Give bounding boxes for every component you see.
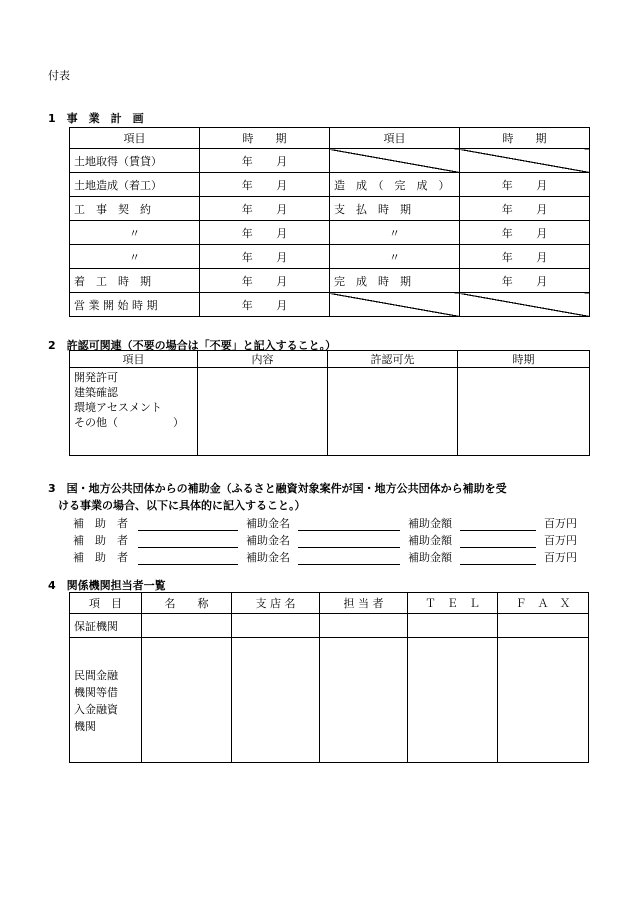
plan-item-left: 工 事 契 約	[70, 197, 200, 221]
subsidy-amount-label: 補助金額	[408, 534, 452, 547]
lender-name-cell[interactable]	[142, 638, 232, 763]
section2-title: 2 許認可関連（不要の場合は「不要」と記入すること。）	[48, 339, 337, 352]
plan-date-left[interactable]	[200, 149, 330, 173]
permit-content-cell[interactable]	[198, 368, 328, 456]
subsidy-amount-label: 補助金額	[408, 551, 452, 564]
row-guarantor-label: 保証機関	[70, 614, 142, 638]
col-header-name: 名 称	[142, 593, 232, 614]
plan-row	[70, 221, 590, 245]
plan-date-right[interactable]	[460, 173, 590, 197]
month-label: 月	[536, 250, 548, 264]
section4-title: 4 関係機関担当者一覧	[48, 579, 166, 592]
guarantor-branch-cell[interactable]	[232, 614, 320, 638]
guarantor-tel-cell[interactable]	[408, 614, 498, 638]
col-header-authority: 許認可先	[328, 351, 458, 368]
row-private-finance-label	[70, 638, 142, 763]
section3-title-line2: ける事業の場合、以下に具体的に記入すること。）	[58, 499, 306, 512]
year-label: 年	[501, 274, 513, 288]
permit-period-cell[interactable]	[458, 368, 590, 456]
col-header-content: 内容	[198, 351, 328, 368]
plan-item-left: 〃	[70, 245, 200, 269]
subsidy-name-field[interactable]	[298, 520, 400, 531]
plan-date-right[interactable]	[460, 245, 590, 269]
plan-date-right[interactable]	[460, 221, 590, 245]
col-header-fax: Ｆ Ａ Ｘ	[498, 593, 589, 614]
subsidy-name-label: 補助金名	[246, 534, 290, 547]
year-label: 年	[501, 178, 513, 192]
permit-development: 開発許可	[74, 371, 118, 384]
permit-items-cell	[70, 368, 198, 456]
permit-authority-cell[interactable]	[328, 368, 458, 456]
lender-branch-cell[interactable]	[232, 638, 320, 763]
plan-date-right-empty	[460, 149, 590, 173]
month-label: 月	[536, 202, 548, 216]
plan-item-left: 着 工 時 期	[70, 269, 200, 293]
month-label: 月	[276, 202, 288, 216]
unit-label: 百万円	[544, 534, 577, 547]
col-header-item: 項目	[70, 351, 198, 368]
month-label: 月	[276, 178, 288, 192]
subsidy-provider-label: 補 助 者	[73, 534, 128, 547]
col-header-period: 時期	[458, 351, 590, 368]
plan-date-left[interactable]	[200, 293, 330, 317]
col-header-time: 時 期	[460, 128, 590, 149]
year-label: 年	[241, 274, 253, 288]
plan-date-right-empty	[460, 293, 590, 317]
plan-row	[70, 269, 590, 293]
plan-item-right: 〃	[330, 221, 460, 245]
plan-row	[70, 197, 590, 221]
guarantor-contact-cell[interactable]	[320, 614, 408, 638]
subsidy-name-label: 補助金名	[246, 517, 290, 530]
unit-label: 百万円	[544, 551, 577, 564]
subsidy-name-label: 補助金名	[246, 551, 290, 564]
month-label: 月	[536, 226, 548, 240]
plan-item-right: 完 成 時 期	[330, 269, 460, 293]
label-line: 機関	[74, 720, 96, 733]
plan-item-left: 土地造成（着工）	[70, 173, 200, 197]
year-label: 年	[501, 250, 513, 264]
permits-table	[69, 350, 590, 456]
col-header-item: 項 目	[70, 593, 142, 614]
guarantor-fax-cell[interactable]	[498, 614, 589, 638]
lender-tel-cell[interactable]	[408, 638, 498, 763]
plan-item-right: 〃	[330, 245, 460, 269]
subsidy-provider-field[interactable]	[138, 520, 238, 531]
plan-date-left[interactable]	[200, 269, 330, 293]
plan-date-right[interactable]	[460, 269, 590, 293]
label-line: 民間金融	[74, 669, 118, 682]
plan-date-left[interactable]	[200, 173, 330, 197]
col-header-branch: 支 店 名	[232, 593, 320, 614]
permit-other: その他（ ）	[74, 416, 184, 429]
lender-contact-cell[interactable]	[320, 638, 408, 763]
year-label: 年	[241, 250, 253, 264]
col-header-tel: Ｔ Ｅ Ｌ	[408, 593, 498, 614]
contacts-table	[69, 592, 589, 763]
plan-date-left[interactable]	[200, 221, 330, 245]
subsidy-provider-field[interactable]	[138, 537, 238, 548]
col-header-contact: 担 当 者	[320, 593, 408, 614]
permit-building: 建築確認	[74, 386, 118, 399]
year-label: 年	[501, 202, 513, 216]
year-label: 年	[241, 298, 253, 312]
business-plan-table	[69, 127, 590, 317]
plan-item-left: 営 業 開 始 時 期	[70, 293, 200, 317]
plan-item-right: 造 成 （ 完 成 ）	[330, 173, 460, 197]
plan-row	[70, 245, 590, 269]
subsidy-row	[73, 549, 577, 565]
subsidy-amount-field[interactable]	[460, 537, 536, 548]
plan-item-right-empty	[330, 293, 460, 317]
year-label: 年	[501, 226, 513, 240]
col-header-time: 時 期	[200, 128, 330, 149]
month-label: 月	[276, 298, 288, 312]
unit-label: 百万円	[544, 517, 577, 530]
subsidy-provider-label: 補 助 者	[73, 551, 128, 564]
appendix-label: 付表	[48, 69, 70, 82]
plan-row	[70, 293, 590, 317]
section1-title: 1 事 業 計 画	[48, 112, 144, 125]
plan-item-left: 〃	[70, 221, 200, 245]
year-label: 年	[241, 154, 253, 168]
subsidy-provider-field[interactable]	[138, 554, 238, 565]
plan-item-right: 支 払 時 期	[330, 197, 460, 221]
plan-row	[70, 173, 590, 197]
year-label: 年	[241, 178, 253, 192]
month-label: 月	[276, 274, 288, 288]
subsidy-amount-field[interactable]	[460, 554, 536, 565]
label-line: 入金融資	[74, 703, 118, 716]
plan-row	[70, 149, 590, 173]
subsidy-row	[73, 532, 577, 548]
month-label: 月	[276, 226, 288, 240]
plan-date-right[interactable]	[460, 197, 590, 221]
month-label: 月	[536, 274, 548, 288]
subsidy-name-field[interactable]	[298, 537, 400, 548]
col-header-item: 項目	[330, 128, 460, 149]
guarantor-name-cell[interactable]	[142, 614, 232, 638]
subsidy-amount-field[interactable]	[460, 520, 536, 531]
plan-item-left: 土地取得（賃貸）	[70, 149, 200, 173]
year-label: 年	[241, 226, 253, 240]
year-label: 年	[241, 202, 253, 216]
plan-date-left[interactable]	[200, 197, 330, 221]
month-label: 月	[276, 154, 288, 168]
section3-title-line1: 3 国・地方公共団体からの補助金（ふるさと融資対象案件が国・地方公共団体から補助を受	[48, 482, 507, 495]
col-header-item: 項目	[70, 128, 200, 149]
month-label: 月	[536, 178, 548, 192]
subsidy-row	[73, 515, 577, 531]
permit-environment: 環境アセスメント	[74, 401, 162, 414]
plan-item-right-empty	[330, 149, 460, 173]
subsidy-provider-label: 補 助 者	[73, 517, 128, 530]
subsidy-amount-label: 補助金額	[408, 517, 452, 530]
lender-fax-cell[interactable]	[498, 638, 589, 763]
subsidy-name-field[interactable]	[298, 554, 400, 565]
label-line: 機関等借	[74, 686, 118, 699]
plan-date-left[interactable]	[200, 245, 330, 269]
month-label: 月	[276, 250, 288, 264]
